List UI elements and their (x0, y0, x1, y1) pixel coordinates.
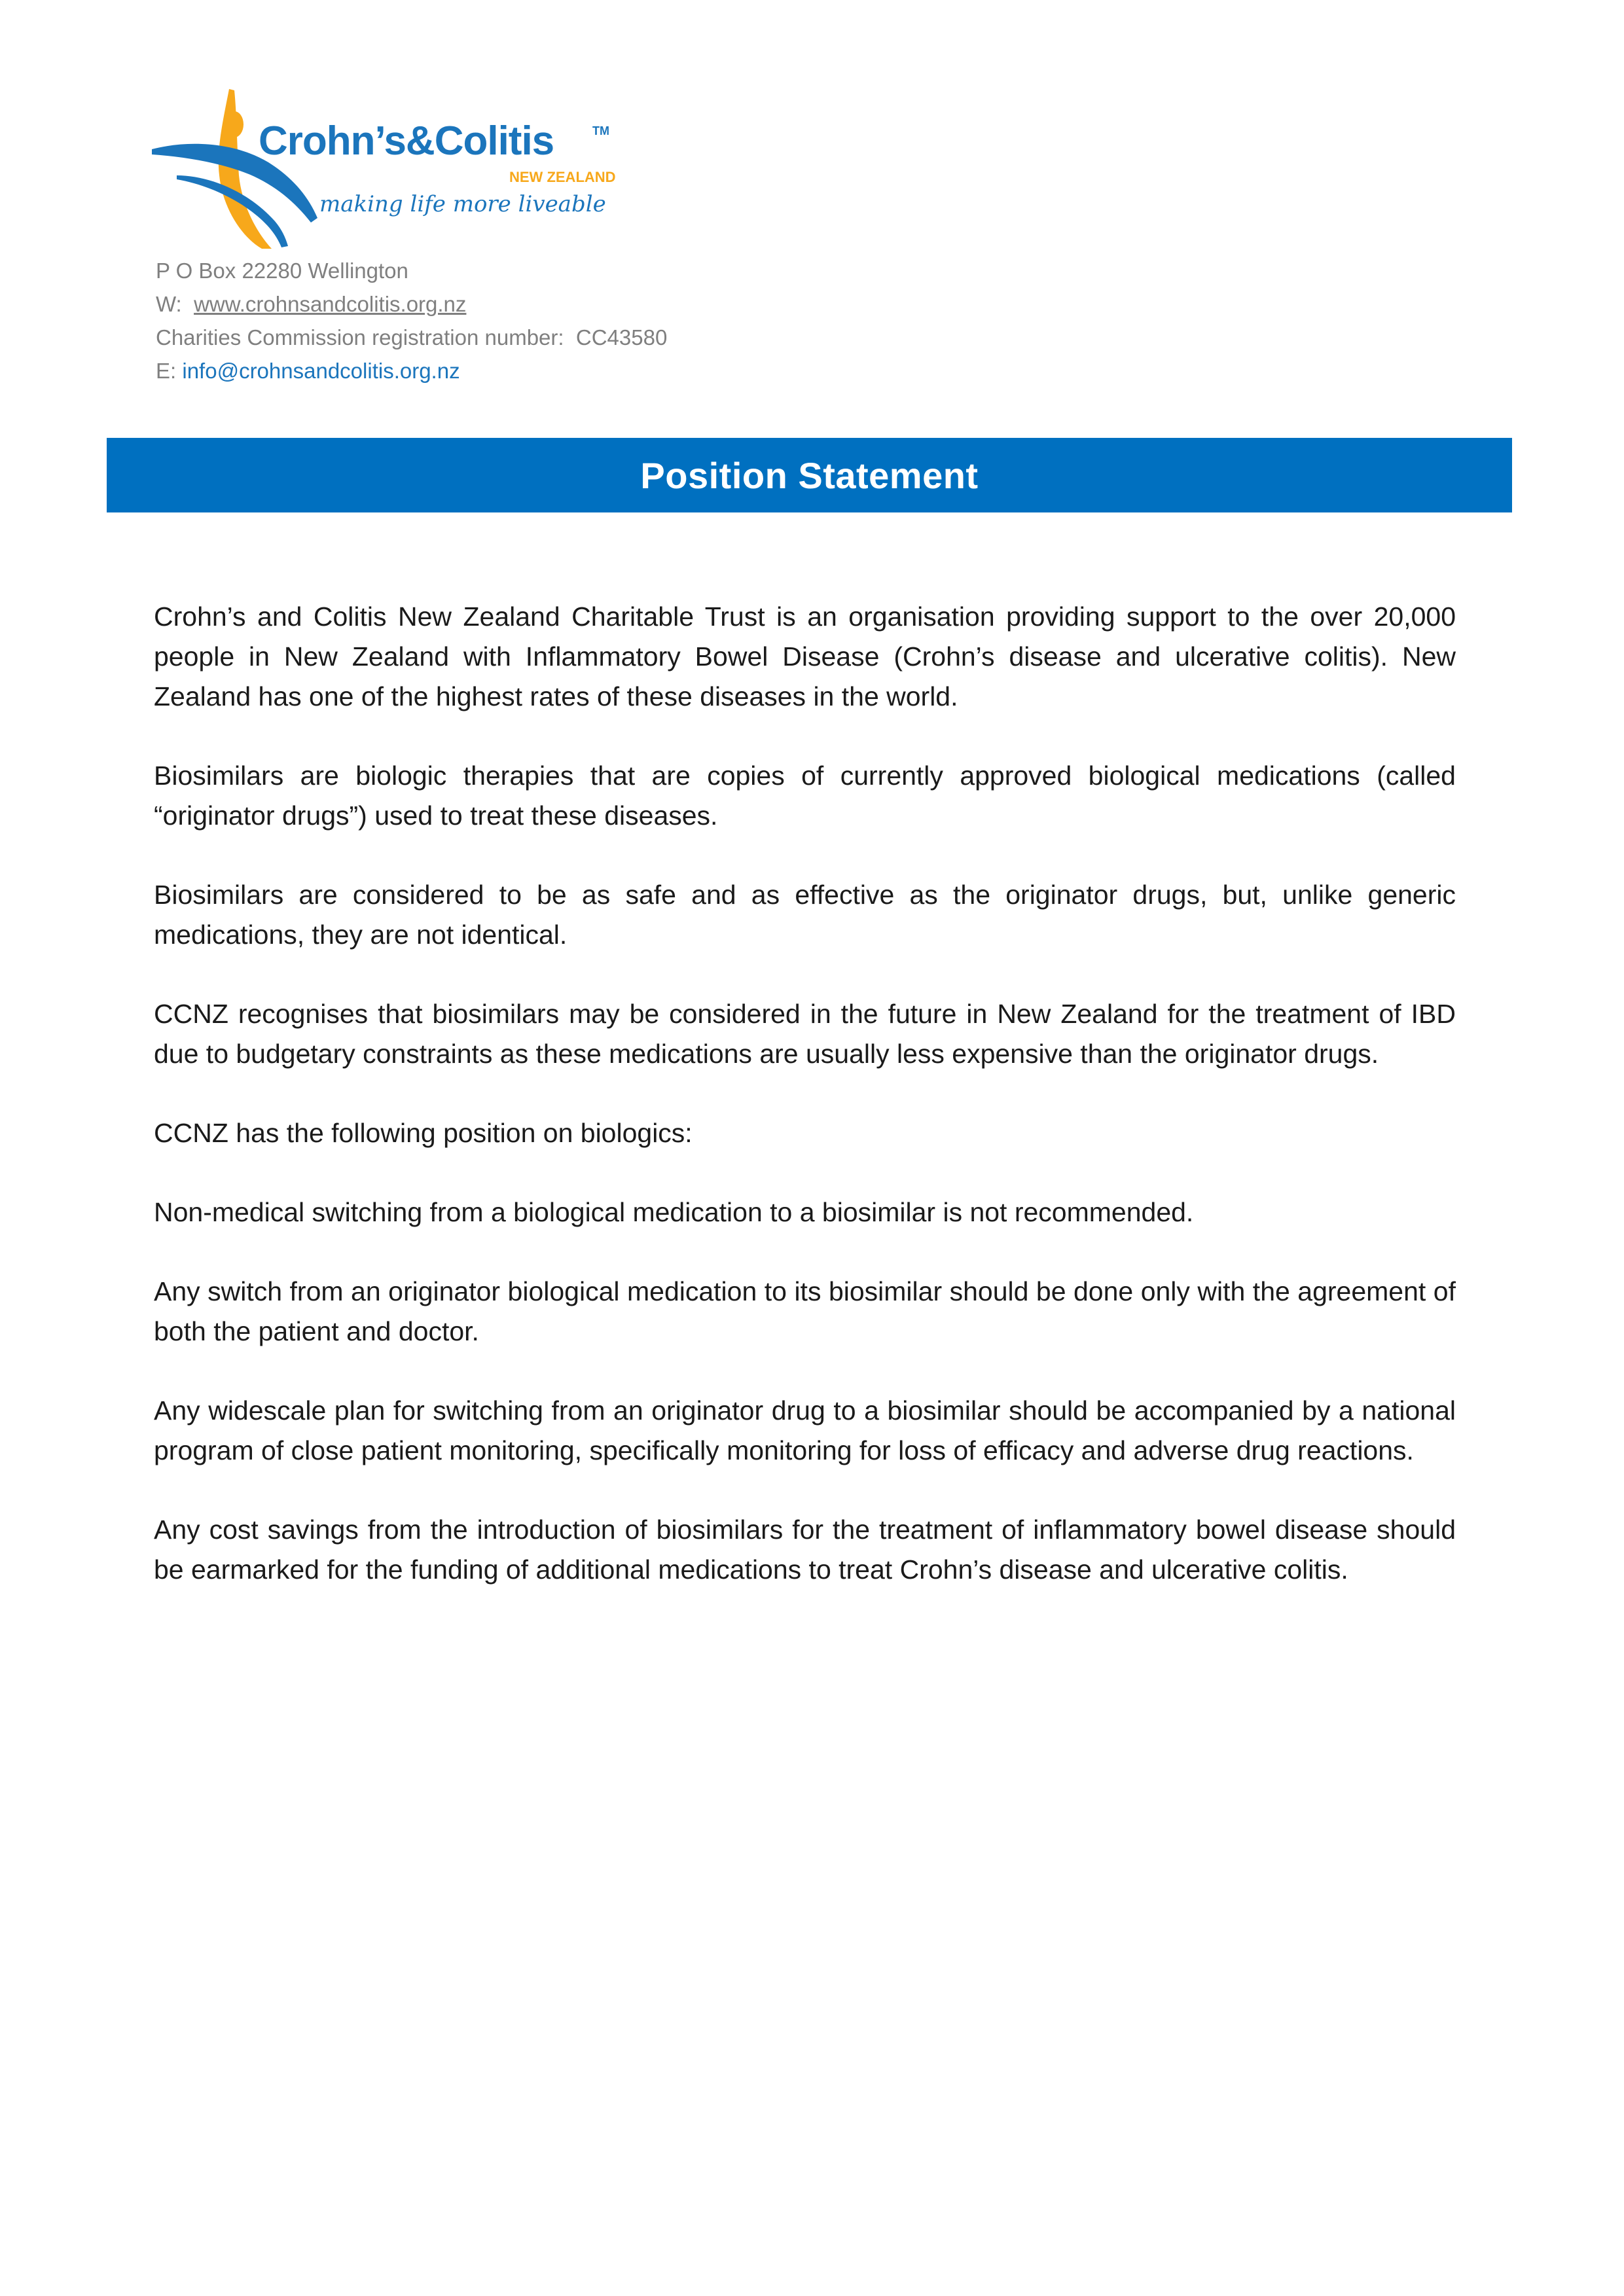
email-line (156, 354, 667, 387)
website-prefix: W: (156, 292, 194, 316)
paragraph-biosimilars-definition: Biosimilars are biologic therapies that are copies of currently approved biological medications (called “originator drugs”) used to treat these diseases. (154, 761, 1456, 831)
po-box-line: P O Box 22280 Wellington (156, 259, 408, 283)
statement-body (154, 597, 1456, 1629)
email-prefix: E: (156, 359, 183, 383)
paragraph-widescale-plan: Any widescale plan for switching from an originator drug to a biosimilar should be accompanied by a national program of close patient monitoring, specifically monitoring for loss of efficacy and adverse drug reactions. (154, 1395, 1456, 1465)
paragraph-cost-savings: Any cost savings from the introduction of biosimilars for the treatment of inflammatory bowel disease should be earmarked for the funding of additional medications to treat Crohn’s disease and ulcerative colitis. (154, 1515, 1456, 1585)
charities-registration-line: Charities Commission registration number: CC43580 (156, 325, 668, 350)
website-line (156, 287, 667, 321)
paragraph-position-heading: CCNZ has the following position on biologics: (154, 1118, 693, 1148)
paragraph-biosimilars-safety: Biosimilars are considered to be as safe and as effective as the originator drugs, but, unlike generic medications, they are not identical. (154, 880, 1456, 950)
logo-region: NEW ZEALAND (509, 169, 616, 185)
website-link[interactable]: www.crohnsandcolitis.org.nz (194, 292, 467, 316)
paragraph-intro: Crohn’s and Colitis New Zealand Charitable Trust is an organisation providing support to the over 20,000 people in New Zealand with Inflammatory Bowel Disease (Crohn’s disease and ulcerative colitis). New Zealand has one of the highest rates of these diseases in the world. (154, 601, 1456, 711)
paragraph-ccnz-recognition: CCNZ recognises that biosimilars may be considered in the future in New Zealand for the treatment of IBD due to budgetary constraints as these medications are usually less expensive than the originator drugs. (154, 999, 1456, 1069)
logo-trademark: TM (592, 124, 609, 137)
page-title: Position Statement (640, 454, 979, 496)
organisation-logo (151, 77, 622, 260)
contact-block (156, 254, 667, 387)
paragraph-switch-agreement: Any switch from an originator biological medication to its biosimilar should be done only with the agreement of both the patient and doctor. (154, 1276, 1456, 1346)
title-banner (107, 438, 1512, 512)
email-link[interactable]: info@crohnsandcolitis.org.nz (182, 359, 460, 383)
logo-tagline: making life more liveable (319, 191, 606, 217)
logo-wordmark: Crohn’s&Colitis (259, 118, 554, 164)
paragraph-non-medical-switching: Non-medical switching from a biological medication to a biosimilar is not recommended. (154, 1197, 1194, 1227)
